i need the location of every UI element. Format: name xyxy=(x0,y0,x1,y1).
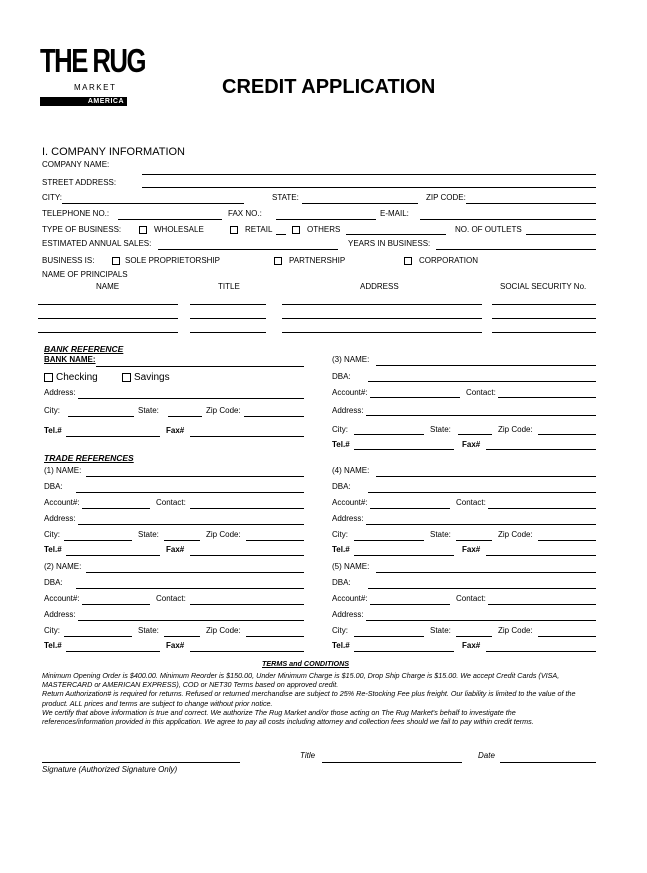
telephone-label: TELEPHONE NO.: xyxy=(42,209,110,218)
terms-paragraph-3: We certify that above information is true and correct. We authorize The Rug Market and/or those acting on The Rug Market's behalf to investigate the references/information provided in this application. We agree to pay all costs including attorney and collection fees should we fail to pay within credit terms. xyxy=(42,707,534,727)
terms-heading: TERMS and CONDITIONS xyxy=(262,659,350,668)
retail-option[interactable]: RETAIL xyxy=(230,225,272,234)
trade2-account-field[interactable] xyxy=(82,604,150,605)
trade2-fax-field[interactable] xyxy=(190,651,304,652)
trade4-address-label: Address: xyxy=(332,514,364,523)
trade4-zip-field[interactable] xyxy=(538,540,596,541)
wholesale-option[interactable]: WHOLESALE xyxy=(139,225,204,234)
checking-checkbox[interactable] xyxy=(44,373,53,382)
trade3-zip-field[interactable] xyxy=(538,434,596,435)
bank-fax-field[interactable] xyxy=(190,436,304,437)
trade2-state-field[interactable] xyxy=(164,636,200,637)
trade4-city-label: City: xyxy=(332,530,348,539)
title-label: Title xyxy=(300,751,316,760)
principal-ssn-1[interactable] xyxy=(492,304,596,305)
bank-city-label: City: xyxy=(44,406,60,415)
principal-name-2[interactable] xyxy=(38,318,178,319)
trade3-state-label: State: xyxy=(430,425,451,434)
trade3-contact-label: Contact: xyxy=(466,388,496,397)
trade3-address-label: Address: xyxy=(332,406,364,415)
principal-ssn-3[interactable] xyxy=(492,332,596,333)
street-field[interactable] xyxy=(142,187,596,188)
trade3-contact-field[interactable] xyxy=(498,397,596,398)
trade2-zip-label: Zip Code: xyxy=(206,626,241,635)
fax-field[interactable] xyxy=(276,219,376,220)
trade3-name-field[interactable] xyxy=(376,365,596,366)
trade3-fax-label: Fax# xyxy=(462,440,481,449)
fax-label: FAX NO.: xyxy=(228,209,262,218)
logo-america: AMERICA xyxy=(40,97,127,106)
trade3-state-field[interactable] xyxy=(458,434,492,435)
trade5-city-label: City: xyxy=(332,626,348,635)
trade2-name-field[interactable] xyxy=(86,572,304,573)
trade5-name-label: (5) NAME: xyxy=(332,562,370,571)
trade2-address-field[interactable] xyxy=(78,620,304,621)
trade3-name-label: (3) NAME: xyxy=(332,355,370,364)
trade1-city-label: City: xyxy=(44,530,60,539)
trade4-fax-field[interactable] xyxy=(486,555,596,556)
trade4-dba-label: DBA: xyxy=(332,482,351,491)
trade1-zip-field[interactable] xyxy=(246,540,304,541)
logo-market: MARKET xyxy=(74,83,117,92)
sales-label: ESTIMATED ANNUAL SALES: xyxy=(42,239,152,248)
trade1-name-field[interactable] xyxy=(86,476,304,477)
trade2-dba-label: DBA: xyxy=(44,578,63,587)
trade3-tel-field[interactable] xyxy=(354,449,454,450)
bank-state-label: State: xyxy=(138,406,159,415)
trade2-dba-field[interactable] xyxy=(76,588,304,589)
trade3-dba-label: DBA: xyxy=(332,372,351,381)
trade3-account-field[interactable] xyxy=(370,397,460,398)
trade2-contact-label: Contact: xyxy=(156,594,186,603)
retail-checkbox[interactable] xyxy=(230,226,238,234)
trade5-state-label: State: xyxy=(430,626,451,635)
sole-checkbox[interactable] xyxy=(112,257,120,265)
trade-heading: TRADE REFERENCES xyxy=(44,453,134,463)
trade5-zip-field[interactable] xyxy=(538,636,596,637)
date-label: Date xyxy=(478,751,495,760)
trade2-tel-label: Tel.# xyxy=(44,641,62,650)
state-label: STATE: xyxy=(272,193,299,202)
business-is-label: BUSINESS IS: xyxy=(42,256,95,265)
trade3-zip-label: Zip Code: xyxy=(498,425,533,434)
col-address: ADDRESS xyxy=(360,282,399,291)
business-type-label: TYPE OF BUSINESS: xyxy=(42,225,122,234)
trade2-tel-field[interactable] xyxy=(66,651,160,652)
trade4-state-field[interactable] xyxy=(456,540,492,541)
corporation-option[interactable]: CORPORATION xyxy=(404,256,478,265)
terms-paragraph-2: Return Authorization# is required for returns. Refused or returned merchandise are subject to 25% Re-Stocking Fee plus freight. Our liability is limited to the value of the product. ALL prices and terms are subject to change without prior notice. xyxy=(42,689,576,708)
company-heading: I. COMPANY INFORMATION xyxy=(42,146,186,158)
company-name-field[interactable] xyxy=(142,174,596,175)
trade4-name-field[interactable] xyxy=(376,476,596,477)
trade1-fax-label: Fax# xyxy=(166,545,185,554)
principal-title-3[interactable] xyxy=(190,332,266,333)
trade2-name-label: (2) NAME: xyxy=(44,562,82,571)
col-name: NAME xyxy=(96,282,120,291)
bank-name-label: BANK NAME: xyxy=(44,355,96,364)
partnership-checkbox[interactable] xyxy=(274,257,282,265)
trade5-state-field[interactable] xyxy=(456,636,492,637)
trade3-fax-field[interactable] xyxy=(486,449,596,450)
trade5-fax-field[interactable] xyxy=(486,651,596,652)
bank-address-field[interactable] xyxy=(78,398,304,399)
trade1-dba-label: DBA: xyxy=(44,482,63,491)
logo-rug: THE RUG xyxy=(40,42,145,79)
trade4-tel-field[interactable] xyxy=(354,555,454,556)
trade4-fax-label: Fax# xyxy=(462,545,481,554)
state-field[interactable] xyxy=(302,203,418,204)
principal-name-1[interactable] xyxy=(38,304,178,305)
trade3-tel-label: Tel.# xyxy=(332,440,350,449)
company-name-label: COMPANY NAME: xyxy=(42,160,110,169)
others-checkbox[interactable] xyxy=(292,226,300,234)
trade1-zip-label: Zip Code: xyxy=(206,530,241,539)
savings-checkbox[interactable] xyxy=(122,373,131,382)
trade2-city-field[interactable] xyxy=(64,636,132,637)
trade3-city-label: City: xyxy=(332,425,348,434)
years-label: YEARS IN BUSINESS: xyxy=(348,239,431,248)
city-field[interactable] xyxy=(62,203,244,204)
trade1-account-field[interactable] xyxy=(82,508,150,509)
trade2-state-label: State: xyxy=(138,626,159,635)
sole-option[interactable]: SOLE PROPRIETORSHIP xyxy=(112,256,220,265)
trade5-address-field[interactable] xyxy=(366,620,596,621)
bank-heading: BANK REFERENCE xyxy=(44,344,124,354)
outlets-label: NO. OF OUTLETS xyxy=(455,225,522,234)
savings-option[interactable]: Savings xyxy=(122,372,170,383)
trade1-address-field[interactable] xyxy=(78,524,304,525)
trade5-city-field[interactable] xyxy=(354,636,424,637)
trade5-contact-field[interactable] xyxy=(488,604,596,605)
retail-blank[interactable] xyxy=(276,234,286,235)
bank-fax-label: Fax# xyxy=(166,426,185,435)
trade2-zip-field[interactable] xyxy=(246,636,304,637)
zip-label: ZIP CODE: xyxy=(426,193,466,202)
sales-field[interactable] xyxy=(158,249,338,250)
principal-title-1[interactable] xyxy=(190,304,266,305)
email-field[interactable] xyxy=(420,219,596,220)
checking-option[interactable]: Checking xyxy=(44,372,98,383)
trade1-dba-field[interactable] xyxy=(76,492,304,493)
signature-label: Signature (Authorized Signature Only) xyxy=(42,765,178,774)
trade1-tel-field[interactable] xyxy=(66,555,160,556)
col-title: TITLE xyxy=(218,282,240,291)
trade4-contact-label: Contact: xyxy=(456,498,486,507)
trade4-state-label: State: xyxy=(430,530,451,539)
trade4-name-label: (4) NAME: xyxy=(332,466,370,475)
date-field[interactable] xyxy=(500,762,596,763)
trade4-account-field[interactable] xyxy=(370,508,450,509)
trade4-dba-field[interactable] xyxy=(368,492,596,493)
zip-field[interactable] xyxy=(466,203,596,204)
corporation-checkbox[interactable] xyxy=(404,257,412,265)
bank-zip-field[interactable] xyxy=(244,416,304,417)
bank-tel-label: Tel.# xyxy=(44,426,62,435)
partnership-option[interactable]: PARTNERSHIP xyxy=(274,256,345,265)
trade3-address-field[interactable] xyxy=(366,415,596,416)
signature-field[interactable] xyxy=(42,762,240,763)
bank-city-field[interactable] xyxy=(68,416,134,417)
bank-name-field[interactable] xyxy=(96,366,304,367)
principal-title-2[interactable] xyxy=(190,318,266,319)
page-title: CREDIT APPLICATION xyxy=(222,76,436,98)
trade5-name-field[interactable] xyxy=(376,572,596,573)
trade1-state-field[interactable] xyxy=(164,540,200,541)
email-label: E-MAIL: xyxy=(380,209,409,218)
trade3-dba-field[interactable] xyxy=(368,381,596,382)
trade1-contact-label: Contact: xyxy=(156,498,186,507)
wholesale-checkbox[interactable] xyxy=(139,226,147,234)
principal-address-2[interactable] xyxy=(282,318,482,319)
trade1-contact-field[interactable] xyxy=(190,508,304,509)
trade5-account-field[interactable] xyxy=(370,604,450,605)
trade5-fax-label: Fax# xyxy=(462,641,481,650)
terms-paragraph-1: Minimum Opening Order is $400.00. Minimum Reorder is $150.00, Under Minimum Charge is $15.00, Drop Ship Charge is $15.00. We accept Credit Cards (VISA, MASTERCARD or AMERICAN EXPRESS), COD or NET30 Terms based on approved credit. xyxy=(42,671,560,690)
col-ssn: SOCIAL SECURITY No. xyxy=(500,282,587,291)
trade1-state-label: State: xyxy=(138,530,159,539)
trade3-account-label: Account#: xyxy=(332,388,368,397)
bank-address-label: Address: xyxy=(44,388,76,397)
others-option[interactable]: OTHERS xyxy=(292,225,340,234)
telephone-field[interactable] xyxy=(118,219,222,220)
trade5-address-label: Address: xyxy=(332,610,364,619)
principal-address-1[interactable] xyxy=(282,304,482,305)
trade1-name-label: (1) NAME: xyxy=(44,466,82,475)
principal-address-3[interactable] xyxy=(282,332,482,333)
years-field[interactable] xyxy=(436,249,596,250)
title-field[interactable] xyxy=(322,762,462,763)
trade5-contact-label: Contact: xyxy=(456,594,486,603)
trade5-dba-label: DBA: xyxy=(332,578,351,587)
trade5-account-label: Account#: xyxy=(332,594,368,603)
trade4-contact-field[interactable] xyxy=(488,508,596,509)
trade2-fax-label: Fax# xyxy=(166,641,185,650)
trade2-city-label: City: xyxy=(44,626,60,635)
trade4-city-field[interactable] xyxy=(354,540,424,541)
trade5-dba-field[interactable] xyxy=(368,588,596,589)
trade1-address-label: Address: xyxy=(44,514,76,523)
terms-body xyxy=(42,671,582,726)
principals-label: NAME OF PRINCIPALS xyxy=(42,270,128,279)
trade4-tel-label: Tel.# xyxy=(332,545,350,554)
trade5-tel-label: Tel.# xyxy=(332,641,350,650)
bank-tel-field[interactable] xyxy=(66,436,160,437)
bank-state-field[interactable] xyxy=(168,416,202,417)
trade2-contact-field[interactable] xyxy=(190,604,304,605)
trade4-zip-label: Zip Code: xyxy=(498,530,533,539)
principal-name-3[interactable] xyxy=(38,332,178,333)
trade5-zip-label: Zip Code: xyxy=(498,626,533,635)
city-label: CITY: xyxy=(42,193,63,202)
trade4-address-field[interactable] xyxy=(366,524,596,525)
street-label: STREET ADDRESS: xyxy=(42,178,117,187)
trade4-account-label: Account#: xyxy=(332,498,368,507)
trade5-tel-field[interactable] xyxy=(354,651,454,652)
trade1-city-field[interactable] xyxy=(64,540,132,541)
trade2-address-label: Address: xyxy=(44,610,76,619)
principal-ssn-2[interactable] xyxy=(492,318,596,319)
trade1-fax-field[interactable] xyxy=(190,555,304,556)
trade1-account-label: Account#: xyxy=(44,498,80,507)
others-field[interactable] xyxy=(346,234,446,235)
trade2-account-label: Account#: xyxy=(44,594,80,603)
outlets-field[interactable] xyxy=(526,234,596,235)
trade3-city-field[interactable] xyxy=(354,434,424,435)
bank-zip-label: Zip Code: xyxy=(206,406,241,415)
trade1-tel-label: Tel.# xyxy=(44,545,62,554)
